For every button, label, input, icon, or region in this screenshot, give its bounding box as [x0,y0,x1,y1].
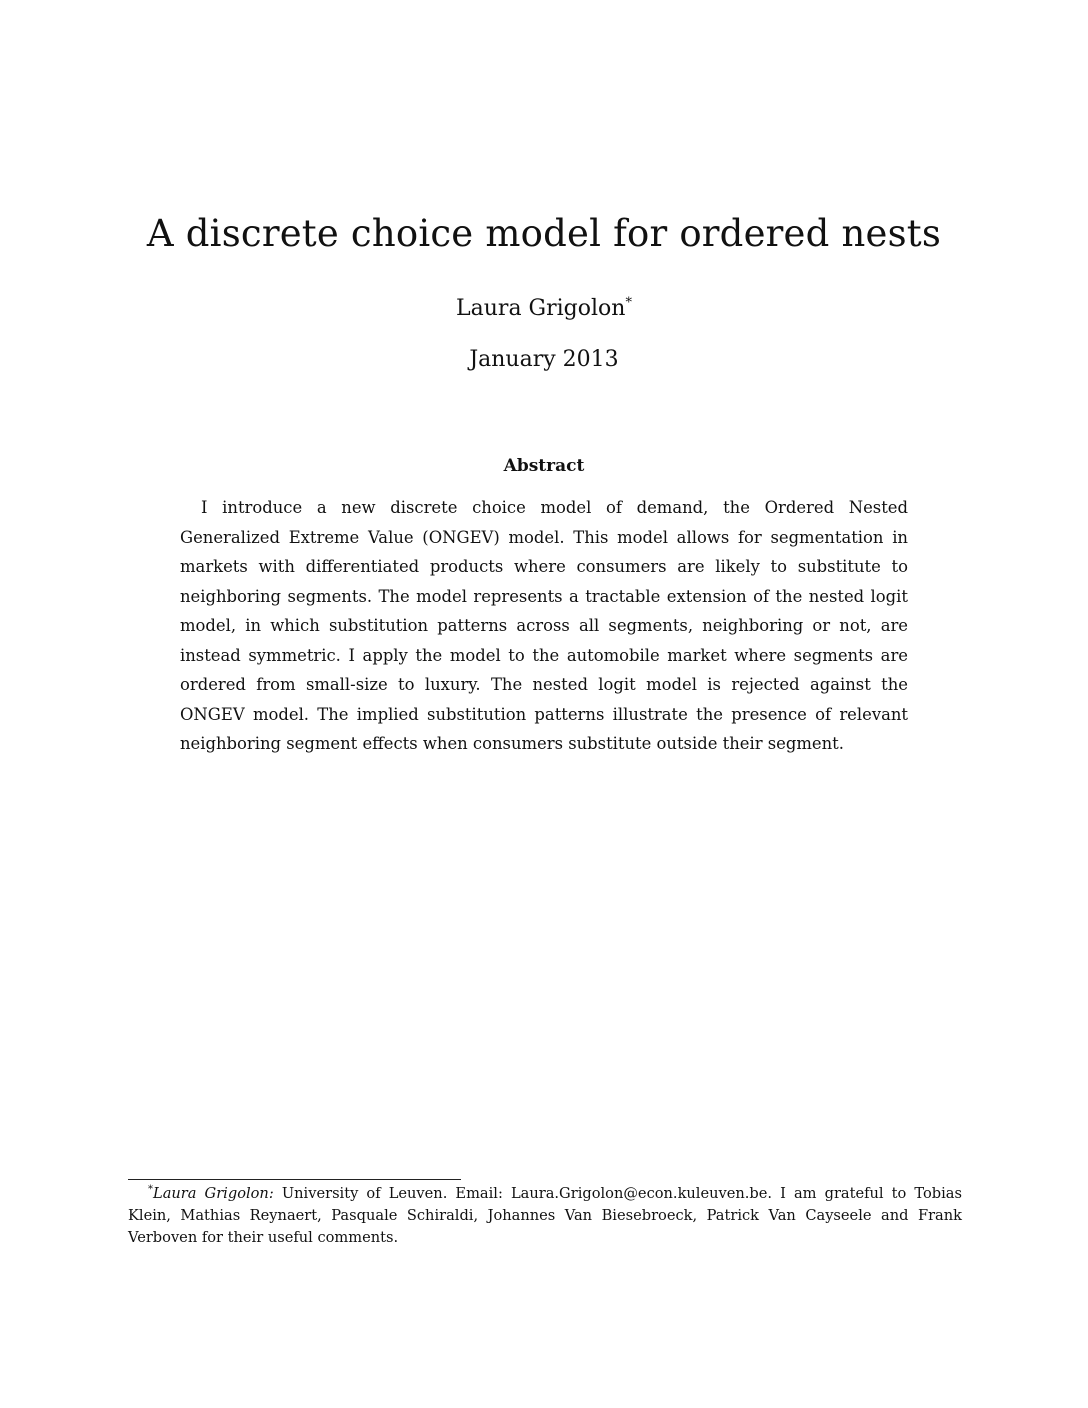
author-line [0,296,1088,321]
footnote-text: University of Leuven. Email: Laura.Grigolon@econ.kuleuven.be. I am grateful to Tobias Klein, Mathias Reynaert, Pasquale Schiraldi, Johannes Van Biesebroeck, Patrick Van Cayseele and Frank Verboven for their useful comments. [128,1185,962,1246]
paper-title: A discrete choice model for ordered nests [146,212,942,255]
publication-date: January 2013 [469,347,619,372]
author-footnote-marker[interactable]: * [625,295,632,311]
footnote [128,1183,962,1249]
abstract-body: I introduce a new discrete choice model of demand, the Ordered Nested Generalized Extreme Value (ONGEV) model. This model allows for segmentation in markets with differentiated products where consumers are likely to substitute to neighboring segments. The model represents a tractable extension of the nested logit model, in which substitution patterns across all segments, neighboring or not, are instead symmetric. I apply the model to the automobile market where segments are ordered from small-size to luxury. The nested logit model is rejected against the ONGEV model. The implied substitution patterns illustrate the presence of relevant neighboring segment effects when consumers substitute outside their segment. [180,498,908,753]
abstract-heading: Abstract [503,456,585,476]
author-name: Laura Grigolon [456,296,626,321]
footnote-author-name: Laura Grigolon: [153,1185,274,1202]
footnote-marker: * [148,1184,153,1196]
footnote-divider [128,1179,461,1180]
